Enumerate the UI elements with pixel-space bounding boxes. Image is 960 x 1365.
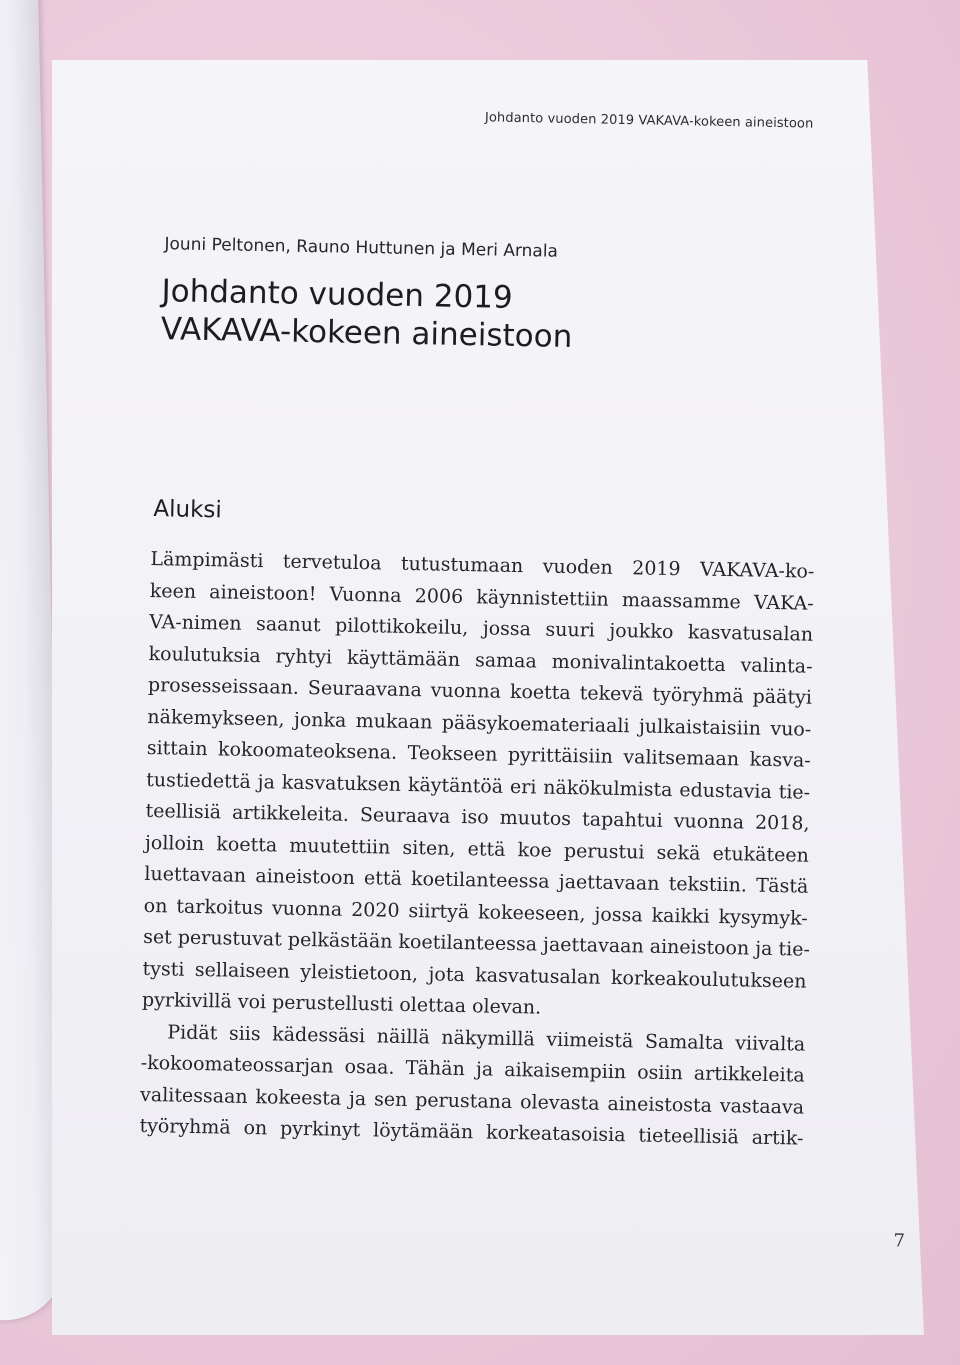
paragraph-1 bbox=[142, 544, 815, 1029]
article-title bbox=[160, 272, 573, 356]
body-text bbox=[139, 544, 814, 1155]
text-line: set perustuvat pelkästään koetilanteessa jaettavaan aineistoon ja tie- bbox=[142, 925, 811, 961]
text-line: näkemykseen, jonka mukaan pääsykoemateriaali julkaistaisiin vuo- bbox=[147, 705, 812, 741]
text-line: pyrkivillä voi perustellusti olettaa olevan. bbox=[141, 988, 542, 1019]
page-content bbox=[28, 60, 924, 1352]
text-line: Pidät siis kädessäsi näillä näkymillä viimeistä Samalta viivalta bbox=[167, 1020, 806, 1056]
running-header: Johdanto vuoden 2019 VAKAVA-kokeen aineistoon bbox=[484, 110, 814, 132]
section-heading: Aluksi bbox=[153, 496, 223, 524]
text-line: tysti sellaiseen yleistietoon, jota kasvatusalan korkeakoulutukseen bbox=[142, 957, 807, 993]
article-title-line-1: Johdanto vuoden 2019 bbox=[161, 273, 514, 316]
text-line: Lämpimästi tervetuloa tutustumaan vuoden 2019 VAKAVA-ko- bbox=[150, 547, 815, 583]
text-line: VA-nimen saanut pilottikokeilu, jossa suuri joukko kasvatusalan bbox=[149, 610, 814, 646]
text-line: valitessaan kokeesta ja sen perustana olevasta aineistosta vastaava bbox=[139, 1083, 805, 1119]
text-line: prosesseissaan. Seuraavana vuonna koetta tekevä työryhmä päätyi bbox=[147, 673, 813, 709]
page-number: 7 bbox=[893, 1230, 906, 1252]
text-line: tustiedettä ja kasvatuksen käytäntöä eri näkökulmista edustavia tie- bbox=[145, 768, 811, 804]
text-line: keen aineistoon! Vuonna 2006 käynnistettiin maassamme VAKA- bbox=[149, 579, 814, 615]
text-line: teellisiä artikkeleita. Seuraava iso muutos tapahtui vuonna 2018, bbox=[145, 799, 810, 835]
text-line: on tarkoitus vuonna 2020 siirtyä kokeeseen, jossa kaikki kysymyk- bbox=[143, 894, 808, 930]
paragraph-2 bbox=[139, 1016, 805, 1155]
article-title-line-2: VAKAVA-kokeen aineistoon bbox=[160, 311, 573, 356]
text-line: luettavaan aineistoon että koetilanteessa jaettavaan tekstiin. Tästä bbox=[144, 862, 809, 898]
article-authors: Jouni Peltonen, Rauno Huttunen ja Meri Arnala bbox=[164, 234, 559, 262]
text-line: -kokoomateossarjan osaa. Tähän ja aikaisempiin osiin artikkeleita bbox=[140, 1051, 805, 1087]
text-line: sittain kokoomateoksena. Teokseen pyrittäisiin valitsemaan kasva- bbox=[146, 736, 811, 772]
text-line: koulutuksia ryhtyi käyttämään samaa monivalintakoetta valinta- bbox=[148, 642, 813, 678]
text-line: työryhmä on pyrkinyt löytämään korkeatasoisia tieteellisiä artik- bbox=[139, 1114, 804, 1150]
text-line: jolloin koetta muutettiin siten, että koe perustui sekä etukäteen bbox=[144, 831, 810, 867]
